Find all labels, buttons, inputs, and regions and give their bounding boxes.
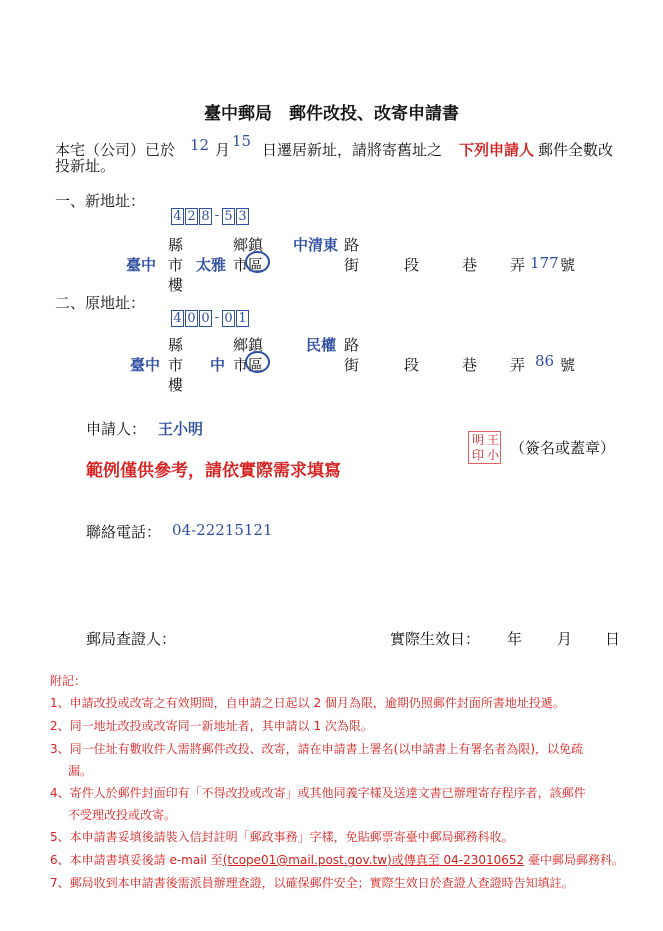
new-county-label-2: 市 [168,256,184,274]
zip-digit: 3 [236,208,249,225]
note-6-prefix: 6、本申請書填妥後請 e-mail 至 [50,853,223,867]
note-item: 5、本申請書妥填後請裝入信封註明「郵政事務」字樣，免貼郵票寄臺中郵局郵務科收。 [50,830,514,844]
contact-email-link[interactable]: (tcope01@mail.post.gov.tw)或傳真至 04-23010652 [222,853,525,867]
old-street-label: 街 [344,356,360,374]
zip-digit: 0 [185,310,198,327]
note-6-suffix: 臺中郵局郵務科。 [524,853,625,867]
new-county: 臺中 [126,256,157,274]
note-item-6 [50,851,624,868]
seal-stamp [468,431,501,464]
old-zip-boxes [171,310,250,327]
new-address-label: 一、新地址： [55,192,146,210]
note-item: 3、同一住址有數收件人需將郵件改投、改寄，請在申請書上署名(以申請書上有署名者為限)，以免疏 [50,742,584,756]
stamp-char: 小 [487,448,500,462]
zip-digit: 8 [199,208,212,225]
zip-dash: - [214,310,220,325]
note-item-cont: 不受理改投或改寄。 [68,808,177,822]
intro-middle: 日遷居新址，請將寄舊址之 [262,141,443,159]
old-town-label-bot: 市區 [233,356,264,374]
new-road: 中清東 [293,236,339,254]
intro-suffix: 郵件全數改 [538,141,614,159]
new-street-label: 街 [344,256,360,274]
old-county-label-3: 樓 [168,376,184,394]
note-item: 2、同一地址改投或改寄同一新地址者，其申請以 1 次為限。 [50,719,373,733]
old-town: 中 [210,356,226,374]
old-road: 民權 [306,336,337,354]
old-lane-label: 巷 [462,356,478,374]
zip-digit: 0 [222,310,235,327]
note-item: 1、申請改投或改寄之有效期間，自申請之日起以 2 個月為限，逾期仍照郵件封面所書地址投遞。 [50,696,565,710]
example-warning: 範例僅供參考，請依實際需求填寫 [86,461,341,481]
new-number-label: 號 [560,256,576,274]
phone-value: 04-22215121 [172,521,273,539]
note-item: 4、寄件人於郵件封面印有「不得改投或改寄」或其他同義字樣及送達文書已辦理寄存程序者，該郵件 [50,786,586,800]
old-number: 86 [535,352,555,370]
stamp-char: 王 [487,433,500,447]
old-county-label-1: 縣 [168,336,184,354]
zip-digit: 4 [171,310,184,327]
old-alley-label: 弄 [510,356,526,374]
verifier-label: 郵局查證人： [86,630,177,648]
new-lane-label: 巷 [462,256,478,274]
effective-date-label: 實際生效日： [390,630,481,648]
intro-highlight: 下列申請人 [459,141,535,159]
new-county-label-3: 樓 [168,276,184,294]
effective-year-label: 年 [507,630,523,648]
new-section-label: 段 [404,256,420,274]
new-town: 太雅 [196,256,227,274]
old-road-label: 路 [344,336,360,354]
note-item: 7、郵局收到本申請書後需派員辦理查證，以確保郵件安全；實際生效日於查證人查證時告知填註。 [50,876,574,890]
sign-hint: （簽名或蓋章） [510,439,616,457]
old-county: 臺中 [130,356,161,374]
intro-month: 12 [190,136,210,154]
old-county-label-2: 市 [168,356,184,374]
page-title: 臺中郵局 郵件改投、改寄申請書 [204,104,459,124]
old-town-label-top: 鄉鎮 [233,336,264,354]
stamp-char: 印 [472,448,485,462]
new-number: 177 [530,254,559,272]
applicant-label: 申請人： [86,420,147,438]
new-zip-boxes [171,208,250,225]
phone-label: 聯絡電話： [86,523,162,541]
new-alley-label: 弄 [510,256,526,274]
zip-digit: 0 [199,310,212,327]
district-circle-mark [245,351,270,373]
zip-digit: 5 [222,208,235,225]
new-county-label-1: 縣 [168,236,184,254]
new-town-label-bot: 市區 [233,256,264,274]
zip-digit: 1 [236,310,249,327]
intro-month-label: 月 [215,141,231,159]
zip-digit: 4 [171,208,184,225]
intro-day: 15 [232,132,252,150]
stamp-char: 明 [472,433,485,447]
effective-day-label: 日 [605,630,621,648]
old-number-label: 號 [560,356,576,374]
intro-prefix: 本宅（公司）已於 [55,141,176,159]
applicant-name: 王小明 [158,420,204,438]
intro-line2: 投新址。 [55,157,116,175]
zip-digit: 2 [185,208,198,225]
district-circle-mark [245,251,270,273]
zip-dash: - [214,208,220,223]
effective-month-label: 月 [557,630,573,648]
notes-heading: 附記： [50,674,87,688]
old-section-label: 段 [404,356,420,374]
new-town-label-top: 鄉鎮 [233,236,264,254]
old-address-label: 二、原地址： [55,294,146,312]
note-item-cont: 漏。 [68,764,93,778]
new-road-label: 路 [344,236,360,254]
